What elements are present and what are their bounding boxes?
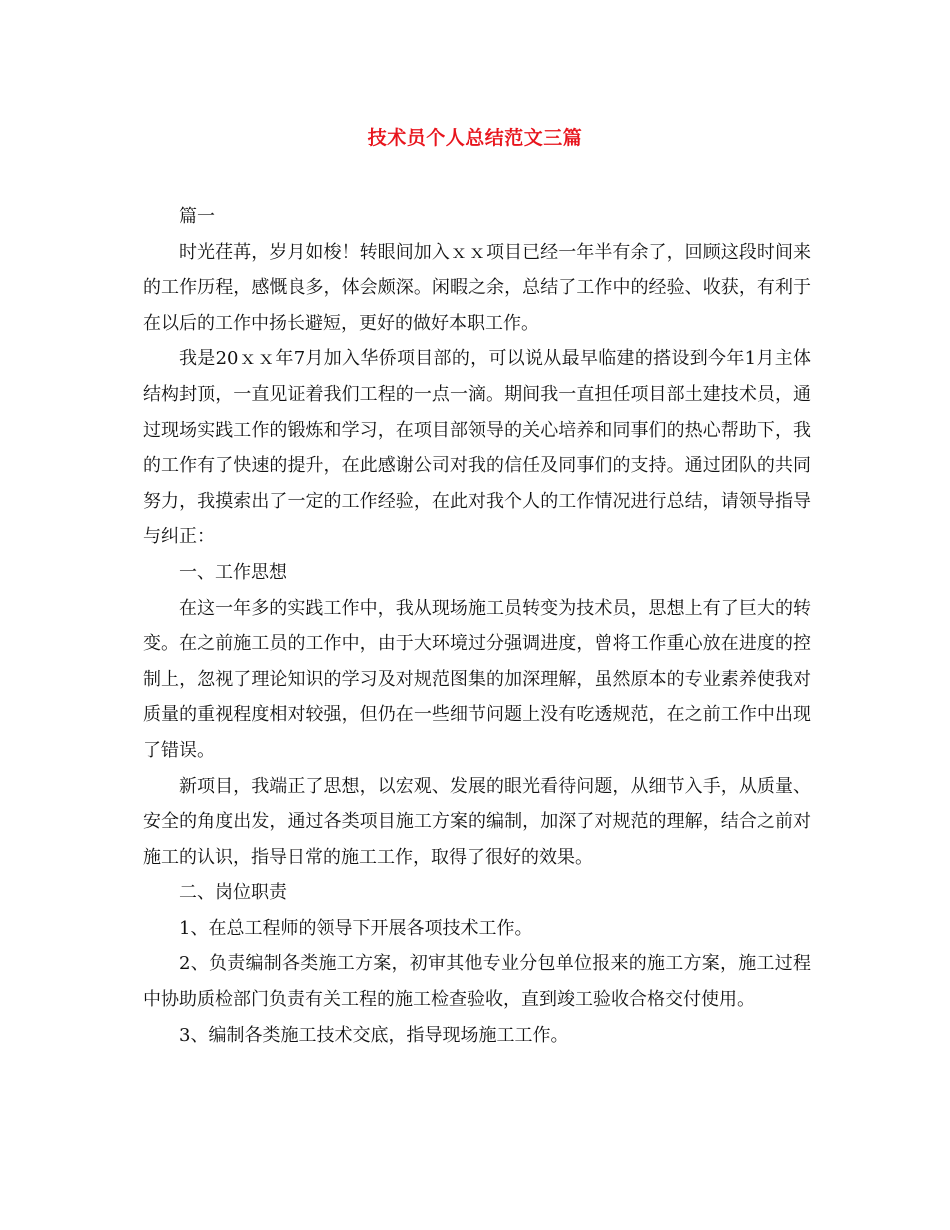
intro-paragraph: 时光荏苒，岁月如梭！转眼间加入ｘｘ项目已经一年半有余了，回顾这段时间来的工作历程，感慨良多，体会颇深。闲暇之余，总结了工作中的经验、收获，有利于在以后的工作中扬长避短，更好的做好本职工作。 (143, 241, 811, 334)
background-paragraph: 我是20ｘｘ年7月加入华侨项目部的，可以说从最早临建的搭设到今年1月主体结构封顶，一直见证着我们工程的一点一滴。期间我一直担任项目部土建技术员，通过现场实践工作的锻炼和学习，在项目部领导的关心培养和同事们的热心帮助下，我的工作有了快速的提升，在此感谢公司对我的信任及同事们的支持。通过团队的共同努力，我摸索出了一定的工作经验，在此对我个人的工作情况进行总结，请领导指导与纠正： (143, 348, 811, 548)
section-heading-work-thinking: 一、工作思想 (179, 561, 287, 583)
section-heading-duties: 二、岗位职责 (179, 882, 287, 904)
document-body (143, 199, 811, 1053)
new-project-paragraph: 新项目，我端正了思想，以宏观、发展的眼光看待问题，从细节入手，从质量、安全的角度出发，通过各类项目施工方案的编制，加深了对规范的理解，结合之前对施工的认识，指导日常的施工工作，取得了很好的效果。 (143, 775, 811, 868)
duty-item-2: 2、负责编制各类施工方案，初审其他专业分包单位报来的施工方案，施工过程中协助质检部门负责有关工程的施工检查验收，直到竣工验收合格交付使用。 (143, 953, 811, 1011)
duty-item-3: 3、编制各类施工技术交底，指导现场施工工作。 (179, 1024, 569, 1046)
duty-item-1: 1、在总工程师的领导下开展各项技术工作。 (179, 917, 533, 939)
document-title: 技术员个人总结范文三篇 (367, 127, 583, 149)
work-thinking-paragraph: 在这一年多的实践工作中，我从现场施工员转变为技术员，思想上有了巨大的转变。在之前施工员的工作中，由于大环境过分强调进度，曾将工作重心放在进度的控制上，忽视了理论知识的学习及对规范图集的加深理解，虽然原本的专业素养使我对质量的重视程度相对较强，但仍在一些细节问题上没有吃透规范，在之前工作中出现了错误。 (143, 597, 811, 761)
section-heading-part-one: 篇一 (179, 206, 215, 227)
